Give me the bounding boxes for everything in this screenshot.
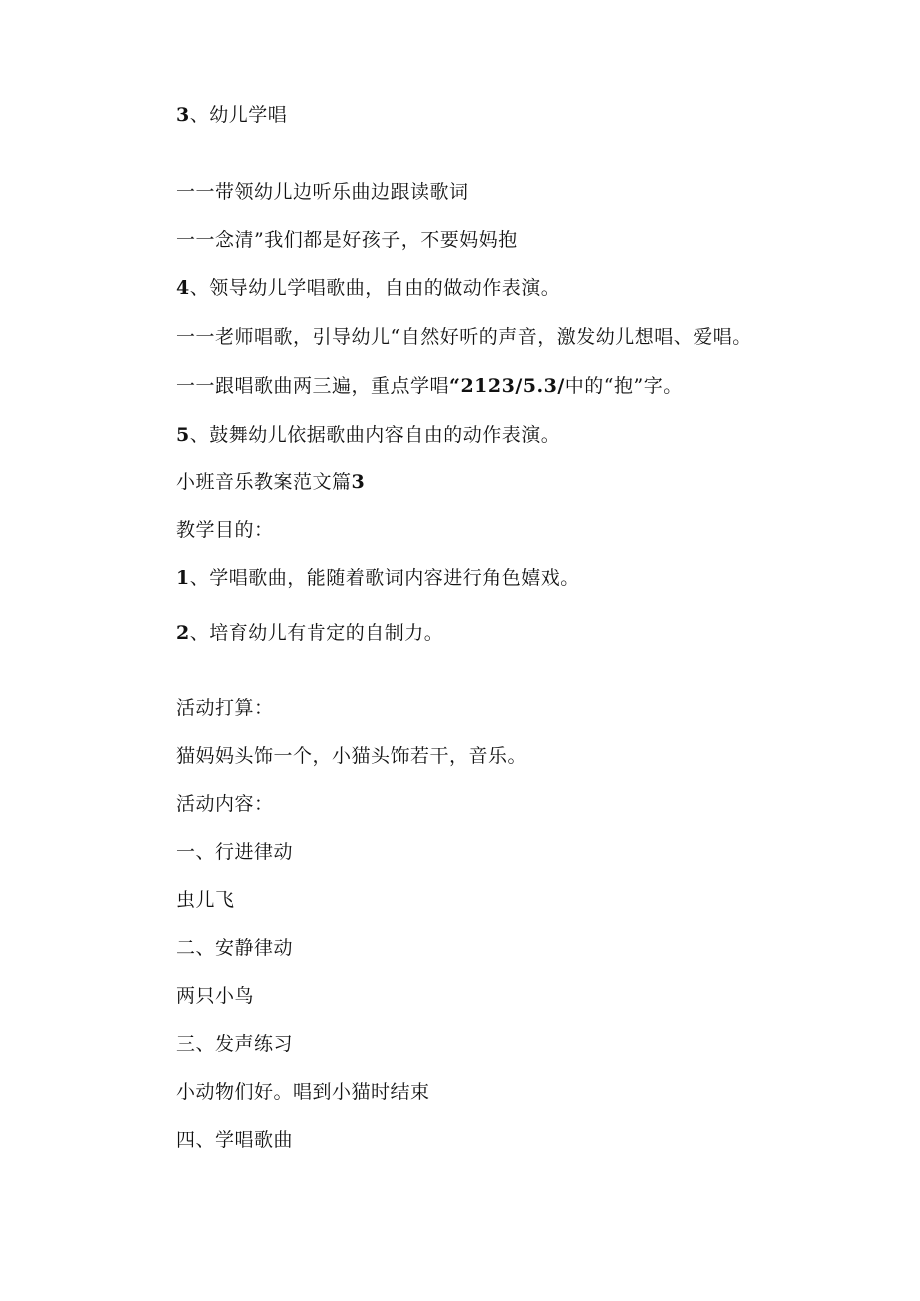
line-text: 、培育幼儿有肯定的自制力。: [189, 622, 444, 644]
step-number: 2: [176, 622, 190, 644]
line-text: 一一老师唱歌，引导幼儿“自然好听的声音，激发幼儿想唱、爱唱。: [176, 326, 752, 348]
line-text: 活动打算：: [176, 697, 274, 719]
line-text: 、学唱歌曲，能随着歌词内容进行角色嬉戏。: [189, 567, 580, 589]
step-number: 4: [176, 277, 190, 299]
paragraph-line: [176, 180, 469, 204]
numbered-step: [176, 566, 580, 590]
section-title: [176, 470, 365, 494]
list-heading: [176, 1032, 293, 1056]
line-text: 、领导幼儿学唱歌曲，自由的做动作表演。: [189, 277, 561, 299]
line-text: 、幼儿学唱: [189, 104, 288, 126]
step-number: 3: [176, 104, 190, 126]
paragraph-line: [176, 888, 235, 912]
line-text: 一、行进律动: [176, 841, 294, 863]
line-text: 小班音乐教案范文篇: [176, 471, 352, 493]
line-text: 中的“抱”字。: [564, 375, 683, 397]
line-text: 三、发声练习: [176, 1033, 294, 1055]
numbered-step: [176, 423, 560, 447]
step-number: 5: [176, 424, 190, 446]
paragraph-line: [176, 1080, 430, 1104]
list-heading: [176, 936, 293, 960]
paragraph-line: [176, 744, 527, 768]
line-text: 二、安静律动: [176, 937, 294, 959]
line-text: 猫妈妈头饰一个，小猫头饰若干，音乐。: [176, 745, 528, 767]
section-number: 3: [351, 471, 366, 493]
paragraph-line: [176, 984, 254, 1008]
subheading-preparation: [176, 696, 274, 720]
line-text: 虫儿飞: [176, 889, 235, 911]
subheading-teaching-goals: [176, 518, 274, 542]
line-text: 教学目的：: [176, 519, 274, 541]
line-text: 一一念清”我们都是好孩子，不要妈妈抱: [176, 229, 518, 251]
list-heading: [176, 840, 293, 864]
list-heading: [176, 1128, 293, 1152]
paragraph-line: [176, 228, 518, 252]
line-text: 一一带领幼儿边听乐曲边跟读歌词: [176, 181, 469, 203]
numbered-step: [176, 621, 443, 645]
line-text: 一一跟唱歌曲两三遍，重点学唱: [176, 375, 450, 397]
paragraph-line: [176, 325, 752, 349]
section-heading-learn-singing: [176, 103, 287, 127]
step-number: 1: [176, 567, 190, 589]
subheading-content: [176, 792, 274, 816]
line-text: 两只小鸟: [176, 985, 255, 1007]
notation-text: “2123/5.3/: [449, 375, 565, 397]
line-text: 活动内容：: [176, 793, 274, 815]
numbered-step: [176, 276, 560, 300]
line-text: 小动物们好。唱到小猫时结束: [176, 1081, 430, 1103]
paragraph-line: [176, 374, 683, 398]
line-text: 、鼓舞幼儿依据歌曲内容自由的动作表演。: [189, 424, 561, 446]
line-text: 四、学唱歌曲: [176, 1129, 294, 1151]
